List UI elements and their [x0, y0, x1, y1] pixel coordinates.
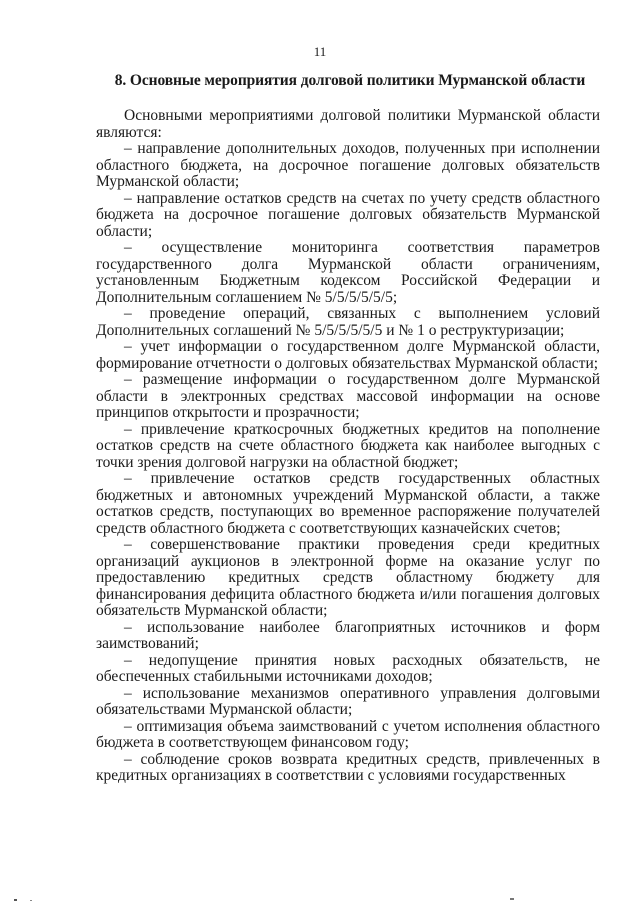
list-item: – привлечение остатков средств государственных областных бюджетных и автономных учреждений Мурманской области, а также остатков средств, поступающих во временное распоряжение получателей средств областного бюджета с соответствующих казначейских счетов; — [96, 470, 600, 537]
list-item: – использование наиболее благоприятных источников и форм заимствований; — [96, 618, 600, 652]
list-item: – проведение операций, связанных с выполнением условий Дополнительных соглашений № 5/5/5/5/5/5 и № 1 о реструктуризации; — [96, 305, 600, 339]
list-item: – недопущение принятия новых расходных обязательств, не обеспеченных стабильными источниками доходов; — [96, 651, 600, 685]
scan-specks — [0, 893, 640, 905]
body-text — [96, 108, 600, 785]
list-item: – размещение информации о государственном долге Мурманской области в электронных средствах массовой информации на основе принципов открытости и прозрачности; — [96, 371, 600, 421]
paragraph: Основными мероприятиями долговой политики Мурманской области являются: — [96, 107, 600, 141]
list-item: – совершенствование практики проведения среди кредитных организаций аукционов в электронной форме на оказание услуг по предоставлению кредитных средств областному бюджету для финансирования дефицита областного бюджета и/или погашения долговых обязательств Мурманской области; — [96, 536, 600, 619]
list-item: – направление остатков средств на счетах по учету средств областного бюджета на досрочное погашение долговых обязательств Мурманской области; — [96, 189, 600, 240]
page-number: 11 — [313, 44, 327, 59]
list-item: – соблюдение сроков возврата кредитных средств, привлеченных в кредитных организациях в соответствии с условиями государственных — [96, 750, 600, 784]
list-item: – осуществление мониторинга соответствия параметров государственного долга Мурманской области ограничениям, установленным Бюджетным кодексом Российской Федерации и Дополнительным соглашением № 5/5/5/5/5/5; — [96, 239, 600, 306]
list-item: – направление дополнительных доходов, полученных при исполнении областного бюджета, на досрочное погашение долговых обязательств Мурманской области; — [96, 140, 600, 190]
list-item: – учет информации о государственном долге Мурманской области, формирование отчетности о долговых обязательствах Мурманской области; — [96, 338, 600, 372]
section-heading: 8. Основные мероприятия долговой политики Мурманской области — [114, 72, 586, 89]
list-item: – использование механизмов оперативного управления долговыми обязательствами Мурманской области; — [96, 684, 600, 718]
list-item: – оптимизация объема заимствований с учетом исполнения областного бюджета в соответствующем финансовом году; — [96, 717, 600, 751]
list-item: – привлечение краткосрочных бюджетных кредитов на пополнение остатков средств на счете областного бюджета как наиболее выгодных с точки зрения долговой нагрузки на областной бюджет; — [96, 420, 600, 471]
